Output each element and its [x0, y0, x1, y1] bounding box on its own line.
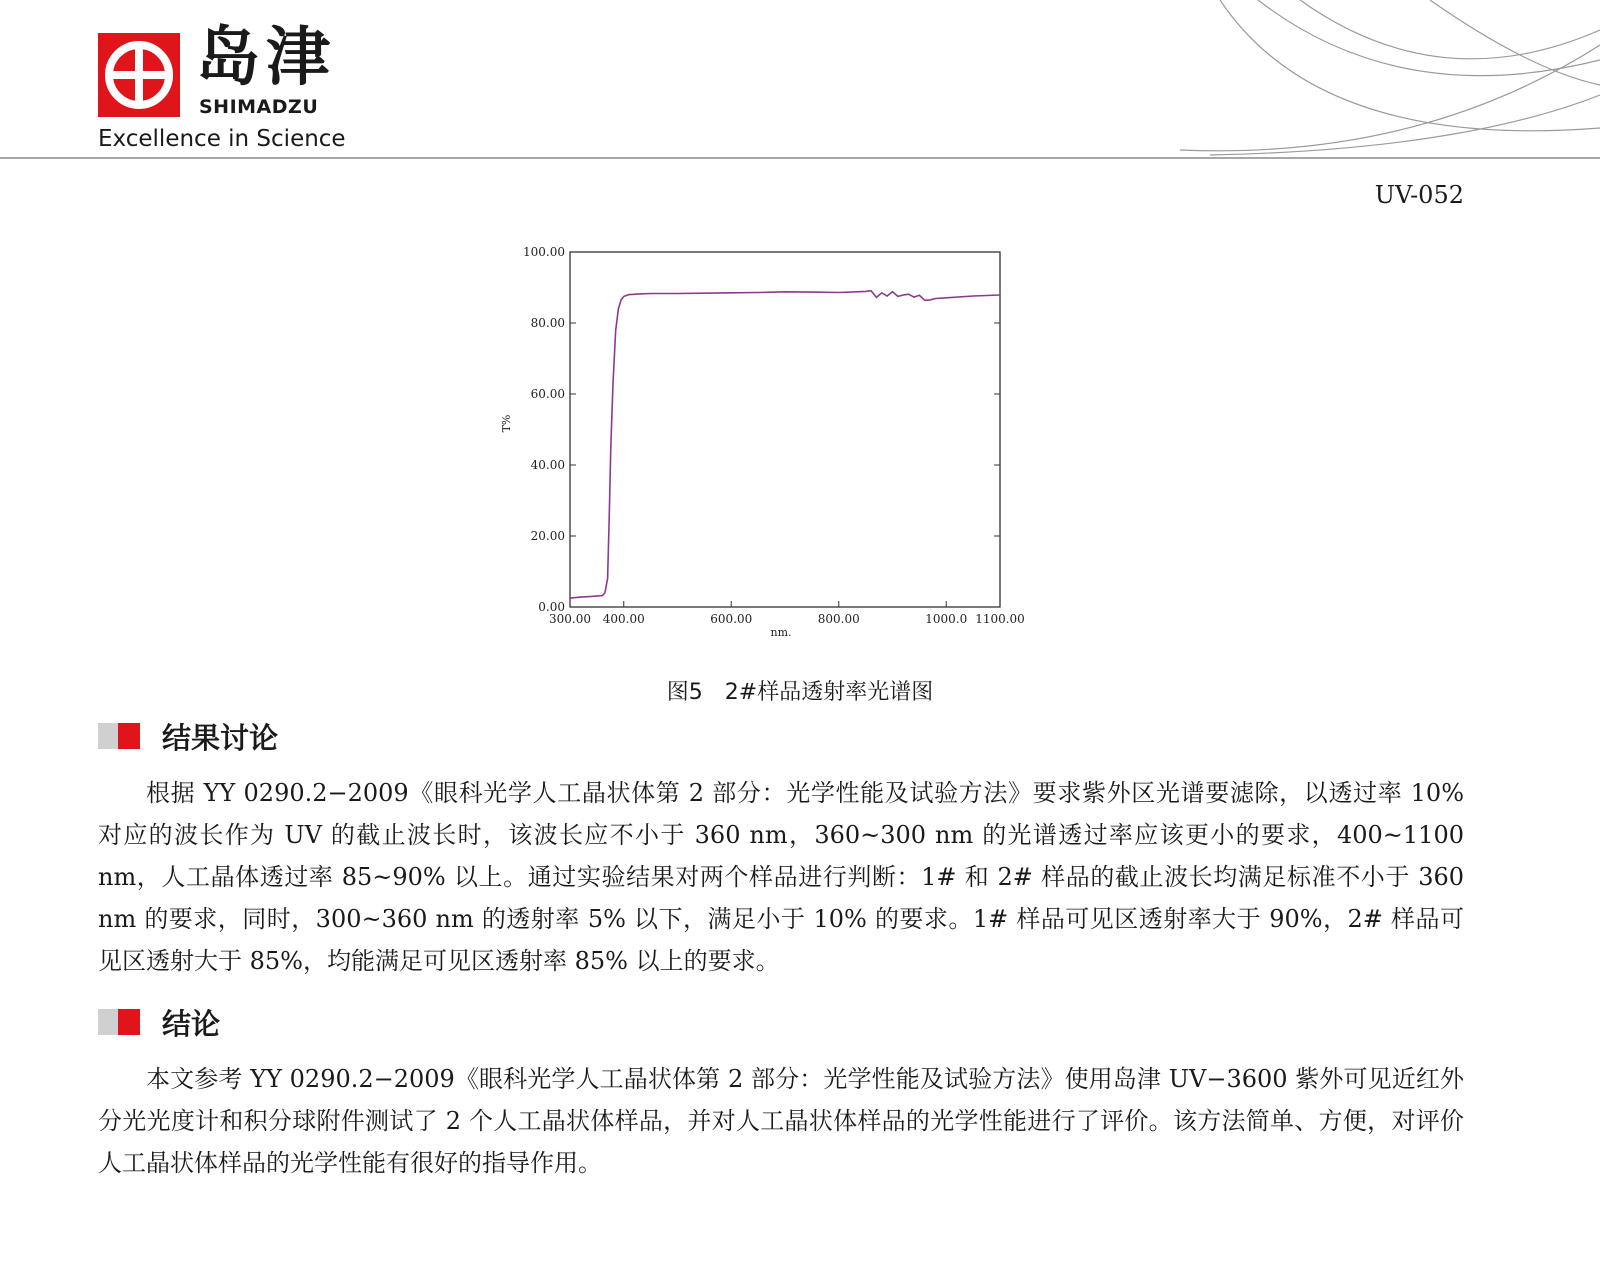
spectrum-line: [570, 291, 1000, 598]
results-paragraph: 根据 YY 0290.2−2009《眼科光学人工晶状体第 2 部分：光学性能及试验方法》要求紫外区光谱要滤除，以透过率 10% 对应的波长作为 UV 的截止波长时，该波长应不小于 360 nm，360~300 nm 的光谱透过率应该更小的要求，400~1100 nm，人工晶体透过率 85~90% 以上。通过实验结果对两个样品进行判断：1# 和 2# 样品的截止波长均满足标准不小于 360 nm 的要求，同时，300~360 nm 的透射率 5% 以下，满足小于 10% 的要求。1# 样品可见区透射率大于 90%，2# 样品可见区透射大于 85%，均能满足可见区透射率 85% 以上的要求。: [98, 779, 1464, 975]
x-tick-label: 300.00: [549, 612, 591, 626]
shimadzu-cross-logo-icon: [98, 33, 180, 117]
conclusion-paragraph: 本文参考 YY 0290.2−2009《眼科光学人工晶状体第 2 部分：光学性能及试验方法》使用岛津 UV−3600 紫外可见近红外分光光度计和积分球附件测试了 2 个人工晶状体样品，并对人工晶状体样品的光学性能进行了评价。该方法简单、方便，对评价人工晶状体样品的光学性能有很好的指导作用。: [98, 1065, 1464, 1177]
brand-tagline: Excellence in Science: [98, 126, 346, 152]
x-tick-label: 600.00: [710, 612, 753, 626]
y-tick-label: 20.00: [530, 529, 565, 543]
y-tick-label: 40.00: [530, 458, 565, 472]
y-tick-label: 60.00: [530, 387, 565, 401]
x-tick-label: 800.00: [817, 612, 860, 626]
figure-caption-label: 图5: [666, 680, 703, 705]
x-tick-label: 1000.0: [925, 612, 968, 626]
section-title: 结论: [162, 1006, 221, 1041]
document-id: UV-052: [1374, 181, 1464, 209]
transmittance-spectrum-chart: [480, 240, 1060, 660]
y-tick-label: 0.00: [538, 600, 565, 614]
heading-marker-gray: [98, 1009, 118, 1035]
figure-caption-text: 2#样品透射率光谱图: [724, 680, 934, 705]
x-axis-label: nm.: [770, 626, 792, 639]
y-axis-label: T%: [500, 414, 513, 433]
x-tick-label: 400.00: [602, 612, 645, 626]
section-heading-conclusion: [98, 1002, 220, 1042]
brand-name-chinese: 岛津: [196, 21, 336, 95]
plot-frame: [570, 252, 1000, 607]
figure-caption: [0, 678, 1600, 708]
y-tick-label: 80.00: [530, 316, 565, 330]
brand-name-english: SHIMADZU: [199, 96, 319, 118]
y-tick-label: 100.00: [523, 245, 565, 259]
heading-marker-red: [118, 723, 140, 749]
x-tick-label: 1100.00: [975, 612, 1025, 626]
heading-marker-gray: [98, 723, 118, 749]
section-title: 结果讨论: [162, 720, 279, 755]
heading-marker-red: [118, 1009, 140, 1035]
section-heading-results: [98, 716, 278, 756]
